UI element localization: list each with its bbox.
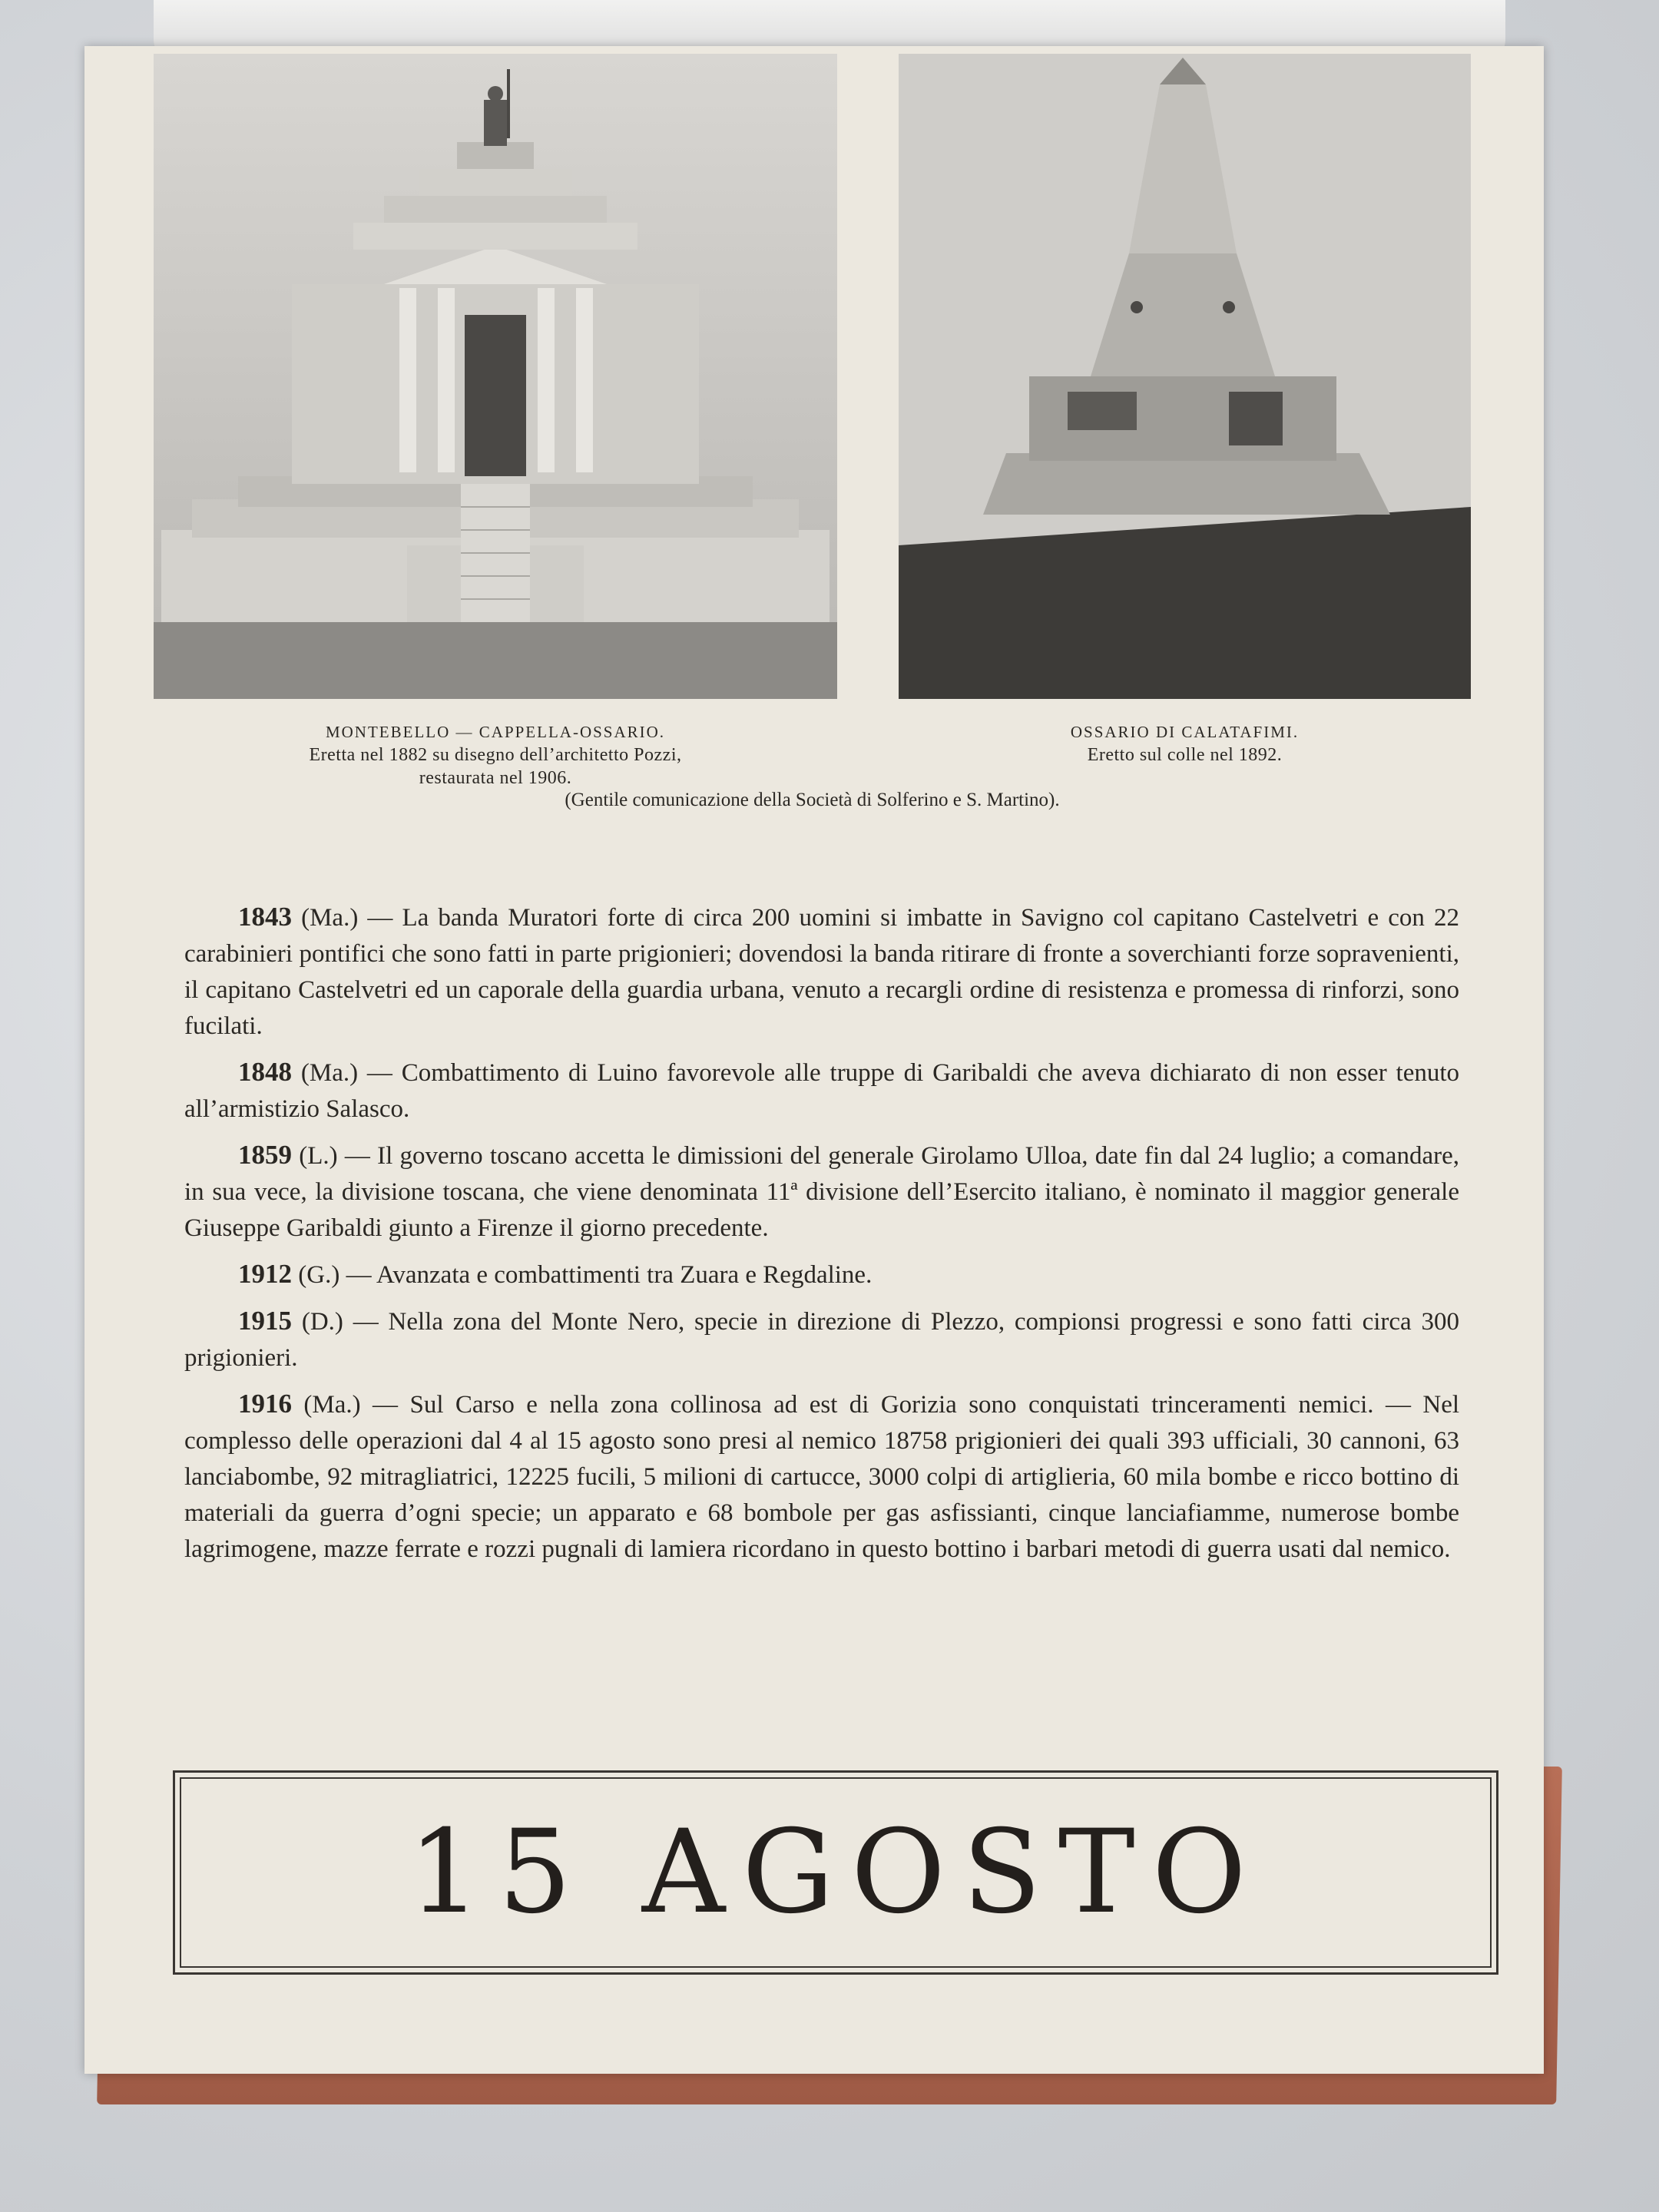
entry-1915 (184, 1303, 1459, 1376)
entry-year: 1859 (238, 1140, 292, 1170)
entry-tag: (Ma.) (303, 1391, 361, 1419)
entry-text: — La banda Muratori forte di circa 200 uomini si imbatte in Savigno col capitano Castelvetri e con 22 carabinieri pontifici che sono fatti in parte prigionieri; dovendosi la banda ritirare di fronte a soverchianti forze sopravenienti, il capitano Castelvetri ed un caporale della guardia urbana, venuto a recargli ordine di resistenza e promessa di rinforzi, sono fucilati. (184, 904, 1460, 1040)
entry-text: — Avanzata e combattimenti tra Zuara e Regdaline. (339, 1261, 873, 1289)
caption-line: Eretta nel 1882 su disegno dell’architetto Pozzi, (309, 745, 682, 765)
entry-text: — Il governo toscano accetta le dimissioni del generale Girolamo Ulloa, date fin dal 24 luglio; a comandare, in sua vece, la divisione toscana, che viene denominata 11ª divisione dell’Esercito italiano, è nominato il maggior generale Giuseppe Garibaldi giunto a Firenze il giorno precedente. (184, 1142, 1459, 1242)
caption-line: Eretto sul colle nel 1892. (1087, 745, 1283, 765)
entry-1843 (184, 899, 1459, 1045)
entry-tag: (Ma.) (300, 1059, 359, 1087)
entry-text: — Combattimento di Luino favorevole alle truppe di Garibaldi che aveva dichiarato di non esser tenuto all’armistizio Salasco. (184, 1059, 1460, 1123)
date-banner-box (173, 1770, 1498, 1975)
entry-text: — Nella zona del Monte Nero, specie in direzione di Plezzo, compionsi progressi e sono fatti circa 300 prigionieri. (184, 1308, 1460, 1372)
caption-line: restaurata nel 1906. (419, 768, 572, 788)
entry-year: 1916 (238, 1389, 292, 1419)
entry-text: — Sul Carso e nella zona collinosa ad est di Gorizia sono conquistati trinceramenti nemici. — Nel complesso delle operazioni dal 4 al 15 agosto sono presi al nemico 18758 prigionieri dei quali 393 ufficiali, 30 cannoni, 63 lanciabombe, 92 mitragliatrici, 12225 fucili, 5 milioni di cartucce, 3000 colpi di artiglieria, 60 mila bombe e ricco bottino di materiali da guerra d’ogni specie; un apparato e 68 bombole per gas asfissianti, cinque lanciafiamme, numerose bombe lagrimogene, mazze ferrate e rozzi pugnali di lamiera ricordano in questo bottino i barbari metodi di guerra usati dal nemico. (184, 1391, 1460, 1563)
calendar-page (84, 46, 1544, 2074)
calatafimi-ossuary-photo (899, 54, 1471, 699)
caption-title: OSSARIO DI CALATAFIMI. (1070, 723, 1300, 741)
entry-year: 1912 (238, 1259, 292, 1289)
photo-caption-left (154, 720, 837, 790)
entry-tag: (Ma.) (301, 904, 359, 932)
entry-year: 1915 (238, 1306, 292, 1336)
entry-1912 (184, 1256, 1459, 1293)
caption-title: MONTEBELLO — CAPPELLA-OSSARIO. (325, 723, 666, 741)
entry-1916 (184, 1386, 1459, 1568)
photo-credit: (Gentile comunicazione della Società di Solferino e S. Martino). (565, 790, 1060, 810)
entry-year: 1848 (238, 1057, 292, 1087)
entry-tag: (L.) (299, 1142, 338, 1170)
entry-tag: (D.) (301, 1308, 343, 1336)
date-banner: 15 AGOSTO (408, 1806, 1263, 1939)
photo-caption-right (899, 720, 1471, 767)
entry-year: 1843 (238, 902, 292, 932)
entry-1848 (184, 1054, 1459, 1128)
historical-entries (184, 899, 1459, 1577)
entry-tag: (G.) (298, 1261, 340, 1289)
entry-1859 (184, 1137, 1459, 1247)
montebello-ossuary-photo (154, 54, 837, 699)
